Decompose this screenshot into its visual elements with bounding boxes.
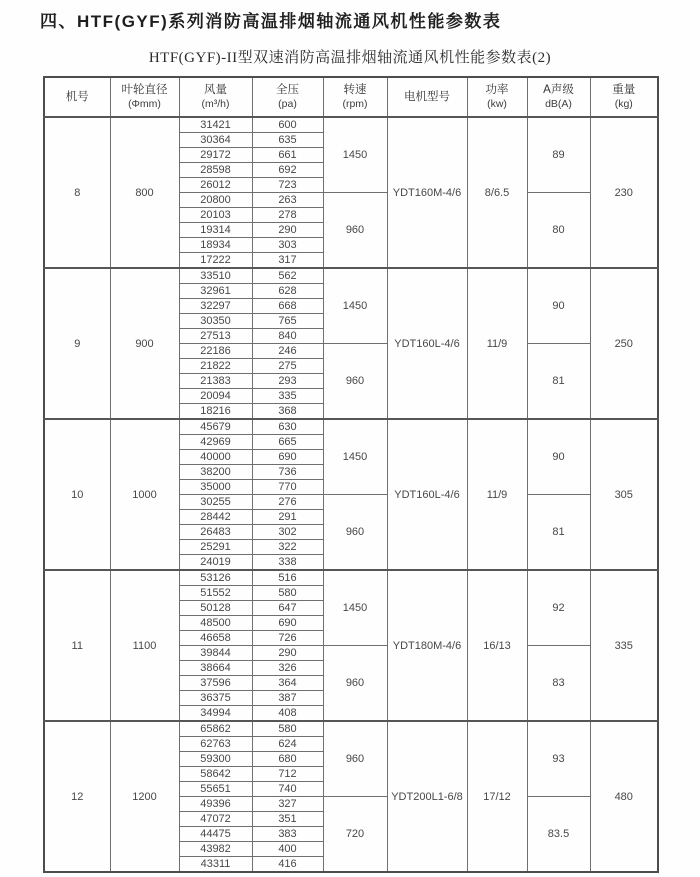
cell-total-pressure: 368 [252,404,323,420]
cell-total-pressure: 840 [252,329,323,344]
cell-air-volume: 30350 [179,314,252,329]
cell-noise-level: 92 [527,570,590,646]
table-row [44,721,658,737]
cell-speed: 960 [323,721,387,797]
cell-total-pressure: 600 [252,117,323,133]
cell-total-pressure: 302 [252,525,323,540]
cell-air-volume: 29172 [179,148,252,163]
cell-power: 17/12 [467,721,527,872]
col-header-power [467,77,527,117]
header-unit: (m³/h) [201,97,230,110]
cell-weight: 230 [590,117,658,268]
cell-air-volume: 18934 [179,238,252,253]
table-row [44,117,658,133]
cell-total-pressure: 291 [252,510,323,525]
table-subtitle: HTF(GYF)-II型双速消防高温排烟轴流通风机性能参数表(2) [148,50,552,66]
cell-total-pressure: 290 [252,646,323,661]
cell-total-pressure: 723 [252,178,323,193]
cell-motor-model: YDT160M-4/6 [387,117,467,268]
cell-fan-number: 11 [44,570,110,721]
cell-total-pressure: 275 [252,359,323,374]
cell-air-volume: 20094 [179,389,252,404]
cell-air-volume: 40000 [179,450,252,465]
cell-speed: 1450 [323,268,387,344]
cell-air-volume: 30255 [179,495,252,510]
cell-impeller-diameter: 800 [110,117,179,268]
cell-speed: 1450 [323,570,387,646]
cell-total-pressure: 665 [252,435,323,450]
page-title: 四、HTF(GYF)系列消防高温排烟轴流通风机性能参数表 [40,12,502,31]
cell-total-pressure: 635 [252,133,323,148]
cell-total-pressure: 680 [252,752,323,767]
cell-noise-level: 80 [527,193,590,269]
cell-total-pressure: 690 [252,450,323,465]
cell-fan-number: 9 [44,268,110,419]
cell-total-pressure: 580 [252,586,323,601]
cell-total-pressure: 740 [252,782,323,797]
cell-fan-number: 12 [44,721,110,872]
cell-total-pressure: 351 [252,812,323,827]
cell-impeller-diameter: 1100 [110,570,179,721]
cell-air-volume: 28598 [179,163,252,178]
cell-air-volume: 65862 [179,721,252,737]
cell-fan-number: 8 [44,117,110,268]
cell-total-pressure: 624 [252,737,323,752]
cell-air-volume: 36375 [179,691,252,706]
cell-total-pressure: 317 [252,253,323,269]
cell-air-volume: 59300 [179,752,252,767]
cell-total-pressure: 580 [252,721,323,737]
cell-total-pressure: 364 [252,676,323,691]
cell-air-volume: 21383 [179,374,252,389]
cell-air-volume: 20103 [179,208,252,223]
header-label: 重量 [612,83,636,96]
cell-air-volume: 28442 [179,510,252,525]
header-unit: dB(A) [545,97,572,110]
table-row [44,268,658,284]
header-unit: (pa) [278,97,297,110]
header-label: 叶轮直径 [121,83,168,96]
header-label: 风量 [204,83,227,96]
cell-air-volume: 25291 [179,540,252,555]
col-header-motor-model [387,77,467,117]
cell-air-volume: 62763 [179,737,252,752]
cell-impeller-diameter: 1200 [110,721,179,872]
cell-total-pressure: 383 [252,827,323,842]
cell-air-volume: 32961 [179,284,252,299]
cell-weight: 305 [590,419,658,570]
cell-total-pressure: 647 [252,601,323,616]
col-header-impeller-diameter [110,77,179,117]
cell-total-pressure: 408 [252,706,323,722]
col-header-air-volume [179,77,252,117]
cell-air-volume: 18216 [179,404,252,420]
cell-total-pressure: 293 [252,374,323,389]
cell-air-volume: 38200 [179,465,252,480]
cell-noise-level: 90 [527,419,590,495]
cell-total-pressure: 712 [252,767,323,782]
cell-total-pressure: 630 [252,419,323,435]
cell-speed: 1450 [323,419,387,495]
cell-air-volume: 43982 [179,842,252,857]
cell-air-volume: 20800 [179,193,252,208]
cell-air-volume: 38664 [179,661,252,676]
cell-power: 11/9 [467,268,527,419]
cell-air-volume: 42969 [179,435,252,450]
cell-air-volume: 33510 [179,268,252,284]
cell-total-pressure: 770 [252,480,323,495]
cell-total-pressure: 263 [252,193,323,208]
cell-total-pressure: 400 [252,842,323,857]
cell-speed: 960 [323,495,387,571]
col-header-weight [590,77,658,117]
cell-total-pressure: 690 [252,616,323,631]
cell-speed: 1450 [323,117,387,193]
cell-motor-model: YDT160L-4/6 [387,268,467,419]
cell-total-pressure: 765 [252,314,323,329]
cell-total-pressure: 327 [252,797,323,812]
cell-total-pressure: 290 [252,223,323,238]
cell-weight: 480 [590,721,658,872]
header-label: 电机型号 [404,90,450,103]
header-label: A声级 [543,83,574,96]
cell-noise-level: 83.5 [527,797,590,873]
table-row [44,570,658,586]
cell-air-volume: 22186 [179,344,252,359]
cell-total-pressure: 387 [252,691,323,706]
cell-motor-model: YDT160L-4/6 [387,419,467,570]
cell-air-volume: 30364 [179,133,252,148]
cell-total-pressure: 668 [252,299,323,314]
header-unit: (kg) [614,97,633,110]
cell-air-volume: 45679 [179,419,252,435]
cell-air-volume: 24019 [179,555,252,571]
cell-air-volume: 31421 [179,117,252,133]
header-label: 转速 [343,83,367,96]
cell-air-volume: 51552 [179,586,252,601]
header-label: 机号 [65,90,89,103]
cell-total-pressure: 246 [252,344,323,359]
cell-total-pressure: 628 [252,284,323,299]
cell-air-volume: 26012 [179,178,252,193]
cell-total-pressure: 516 [252,570,323,586]
performance-table [43,76,659,873]
cell-air-volume: 19314 [179,223,252,238]
cell-impeller-diameter: 1000 [110,419,179,570]
cell-air-volume: 43311 [179,857,252,873]
cell-fan-number: 10 [44,419,110,570]
cell-air-volume: 49396 [179,797,252,812]
cell-weight: 335 [590,570,658,721]
cell-motor-model: YDT180M-4/6 [387,570,467,721]
cell-speed: 960 [323,344,387,420]
cell-noise-level: 93 [527,721,590,797]
cell-air-volume: 58642 [179,767,252,782]
cell-total-pressure: 338 [252,555,323,571]
cell-speed: 960 [323,193,387,269]
cell-air-volume: 34994 [179,706,252,722]
cell-motor-model: YDT200L1-6/8 [387,721,467,872]
cell-air-volume: 21822 [179,359,252,374]
cell-total-pressure: 692 [252,163,323,178]
col-header-total-pressure [252,77,323,117]
cell-total-pressure: 326 [252,661,323,676]
cell-air-volume: 32297 [179,299,252,314]
cell-air-volume: 27513 [179,329,252,344]
cell-air-volume: 44475 [179,827,252,842]
cell-total-pressure: 661 [252,148,323,163]
cell-air-volume: 47072 [179,812,252,827]
header-label: 全压 [276,83,299,96]
cell-speed: 720 [323,797,387,873]
cell-air-volume: 39844 [179,646,252,661]
cell-noise-level: 81 [527,495,590,571]
header-unit: (kw) [487,97,507,110]
header-row [44,77,658,117]
cell-total-pressure: 416 [252,857,323,873]
cell-total-pressure: 736 [252,465,323,480]
cell-noise-level: 90 [527,268,590,344]
cell-total-pressure: 303 [252,238,323,253]
cell-air-volume: 46658 [179,631,252,646]
cell-total-pressure: 278 [252,208,323,223]
col-header-noise-level [527,77,590,117]
col-header-speed [323,77,387,117]
header-unit: (rpm) [342,97,368,110]
cell-weight: 250 [590,268,658,419]
cell-total-pressure: 335 [252,389,323,404]
cell-air-volume: 48500 [179,616,252,631]
col-header-fan-no [44,77,110,117]
header-unit: (Φmm) [128,97,161,110]
cell-air-volume: 53126 [179,570,252,586]
cell-total-pressure: 322 [252,540,323,555]
cell-air-volume: 37596 [179,676,252,691]
cell-impeller-diameter: 900 [110,268,179,419]
cell-power: 16/13 [467,570,527,721]
cell-air-volume: 35000 [179,480,252,495]
cell-speed: 960 [323,646,387,722]
cell-total-pressure: 562 [252,268,323,284]
cell-total-pressure: 726 [252,631,323,646]
cell-power: 11/9 [467,419,527,570]
cell-noise-level: 89 [527,117,590,193]
cell-air-volume: 50128 [179,601,252,616]
table-row [44,419,658,435]
cell-power: 8/6.5 [467,117,527,268]
cell-total-pressure: 276 [252,495,323,510]
cell-air-volume: 17222 [179,253,252,269]
cell-noise-level: 83 [527,646,590,722]
cell-noise-level: 81 [527,344,590,420]
cell-air-volume: 26483 [179,525,252,540]
header-label: 功率 [485,83,509,96]
cell-air-volume: 55651 [179,782,252,797]
